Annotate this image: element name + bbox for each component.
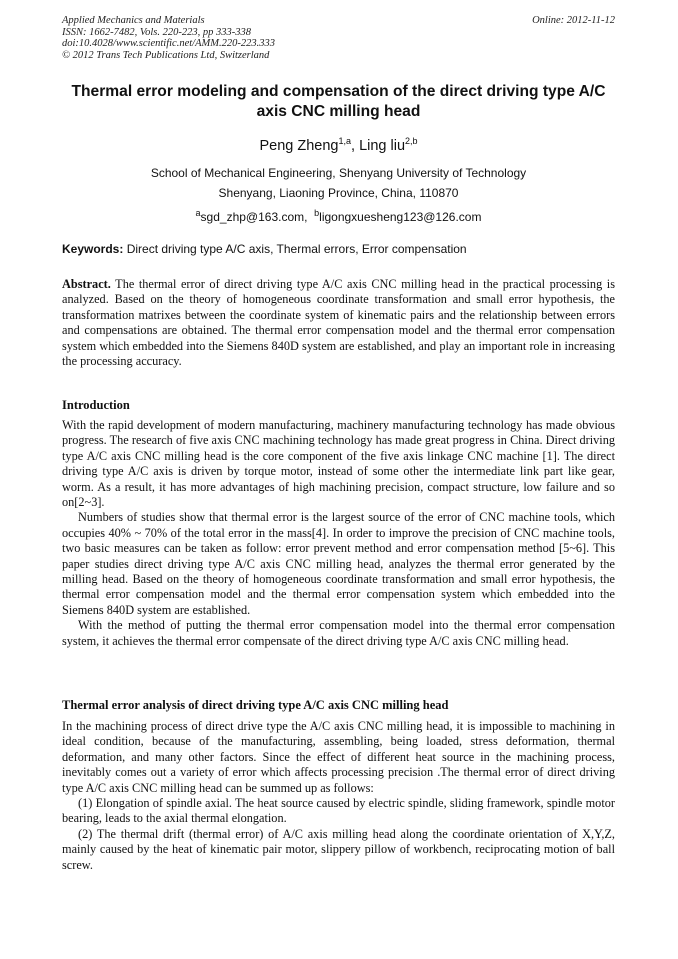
abstract: [62, 277, 615, 369]
author-name: Ling liu: [359, 137, 406, 154]
online-date: Online: 2012-11-12: [532, 15, 615, 26]
author-emails: [62, 205, 615, 225]
paper-title: Thermal error modeling and compensation of the direct driving type A/C axis CNC milling head: [71, 83, 606, 120]
email-mark: a: [195, 208, 201, 218]
paragraph: Numbers of studies show that thermal error is the largest source of the error of CNC machine tools, which occupies 40% ~ 70% of the total error in the mass[4]. In order to improve the precision of CNC machine tools, two basic measures can be taken as follow: error prevent method and error compensation method [5~6]. This paper studies direct driving type A/C axis CNC milling head, analyzes the thermal error generated by the milling head. Based on the theory of homogeneous coordinate transformation and small error hypothesis, the thermal error compensation model and the thermal error compensation system which embedded into the Siemens 840D system are established.: [62, 510, 615, 617]
introduction-section: [62, 418, 615, 649]
thermal-analysis-section: [62, 719, 615, 873]
email-mark: b: [314, 208, 320, 218]
author-separator: ,: [351, 137, 360, 154]
affiliation: [62, 163, 615, 203]
paragraph: With the rapid development of modern manufacturing, machinery manufacturing technology has made obvious progress. The research of five axis CNC machining technology has made great progress in China. Direct driving type A/C axis CNC milling head is the core component of the five axis linkage CNC machine [1]. The direct driving type A/C axis is driven by torque motor, instead of some other the intermediate link part like gear, worm. As a result, it has more advantages of high machining precision, compact structure, low failure and so on[2~3].: [62, 418, 615, 510]
email-address[interactable]: sgd_zhp@163.com,: [200, 210, 308, 224]
copyright-line: © 2012 Trans Tech Publications Ltd, Switzerland: [62, 49, 270, 61]
keywords-text: Direct driving type A/C axis, Thermal errors, Error compensation: [123, 242, 467, 256]
affiliation-line: School of Mechanical Engineering, Shenyang University of Technology: [150, 166, 527, 180]
paragraph: In the machining process of direct drive type the A/C axis CNC milling head, it is impossible to machining in ideal condition, because of the manufacturing, assembling, being loaded, stress deformation, thermal deformation, and many other factors. Since the effect of different heat source in the machining process, inevitably comes out a variety of error which affects processing precision .The thermal error of direct driving type A/C axis CNC milling head can be summed up as follows:: [62, 719, 615, 795]
author-name: Peng Zheng: [259, 137, 339, 154]
affiliation-line: Shenyang, Liaoning Province, China, 110870: [218, 186, 459, 200]
author-affiliation-mark: 1,a: [338, 136, 351, 146]
paragraph: With the method of putting the thermal error compensation model into the thermal error compensation system, it achieves the thermal error compensate of the direct driving type A/C axis CNC milling head.: [62, 618, 615, 648]
issn-line: ISSN: 1662-7482, Vols. 220-223, pp 333-338: [62, 26, 251, 38]
section-heading-thermal-analysis: Thermal error analysis of direct driving type A/C axis CNC milling head: [62, 698, 449, 712]
author-affiliation-mark: 2,b: [405, 136, 418, 146]
email-address[interactable]: ligongxuesheng123@126.com: [319, 210, 482, 224]
section-heading-introduction: Introduction: [62, 398, 130, 412]
journal-name: Applied Mechanics and Materials: [62, 15, 205, 26]
paragraph: (2) The thermal drift (thermal error) of A/C axis milling head along the coordinate orientation of X,Y,Z, mainly caused by the heat of kinematic pair motor, slippery pillow of workbench, reciprocating motion of ball screw.: [62, 826, 615, 872]
journal-header: [62, 15, 615, 61]
keywords-label: Keywords:: [62, 242, 124, 256]
author-list: [62, 132, 615, 155]
abstract-label: Abstract.: [62, 277, 111, 291]
abstract-text: The thermal error of direct driving type A/C axis CNC milling head in the practical processing is analyzed. Based on the theory of homogeneous coordinate transformation and small error hypothesis, the transformation matrixes between the coordinate system of kinematic pairs and the relationship between errors and compensations are obtained. The thermal error compensation model and the thermal error compensation system which embedded into the Siemens 840D system are established, and play an important role in increasing the processing accuracy.: [62, 277, 615, 369]
doi-line: doi:10.4028/www.scientific.net/AMM.220-223.333: [62, 38, 275, 49]
keywords: [62, 241, 615, 257]
paragraph: (1) Elongation of spindle axial. The heat source caused by electric spindle, sliding framework, spindle motor bearing, leads to the axial thermal elongation.: [62, 796, 615, 826]
